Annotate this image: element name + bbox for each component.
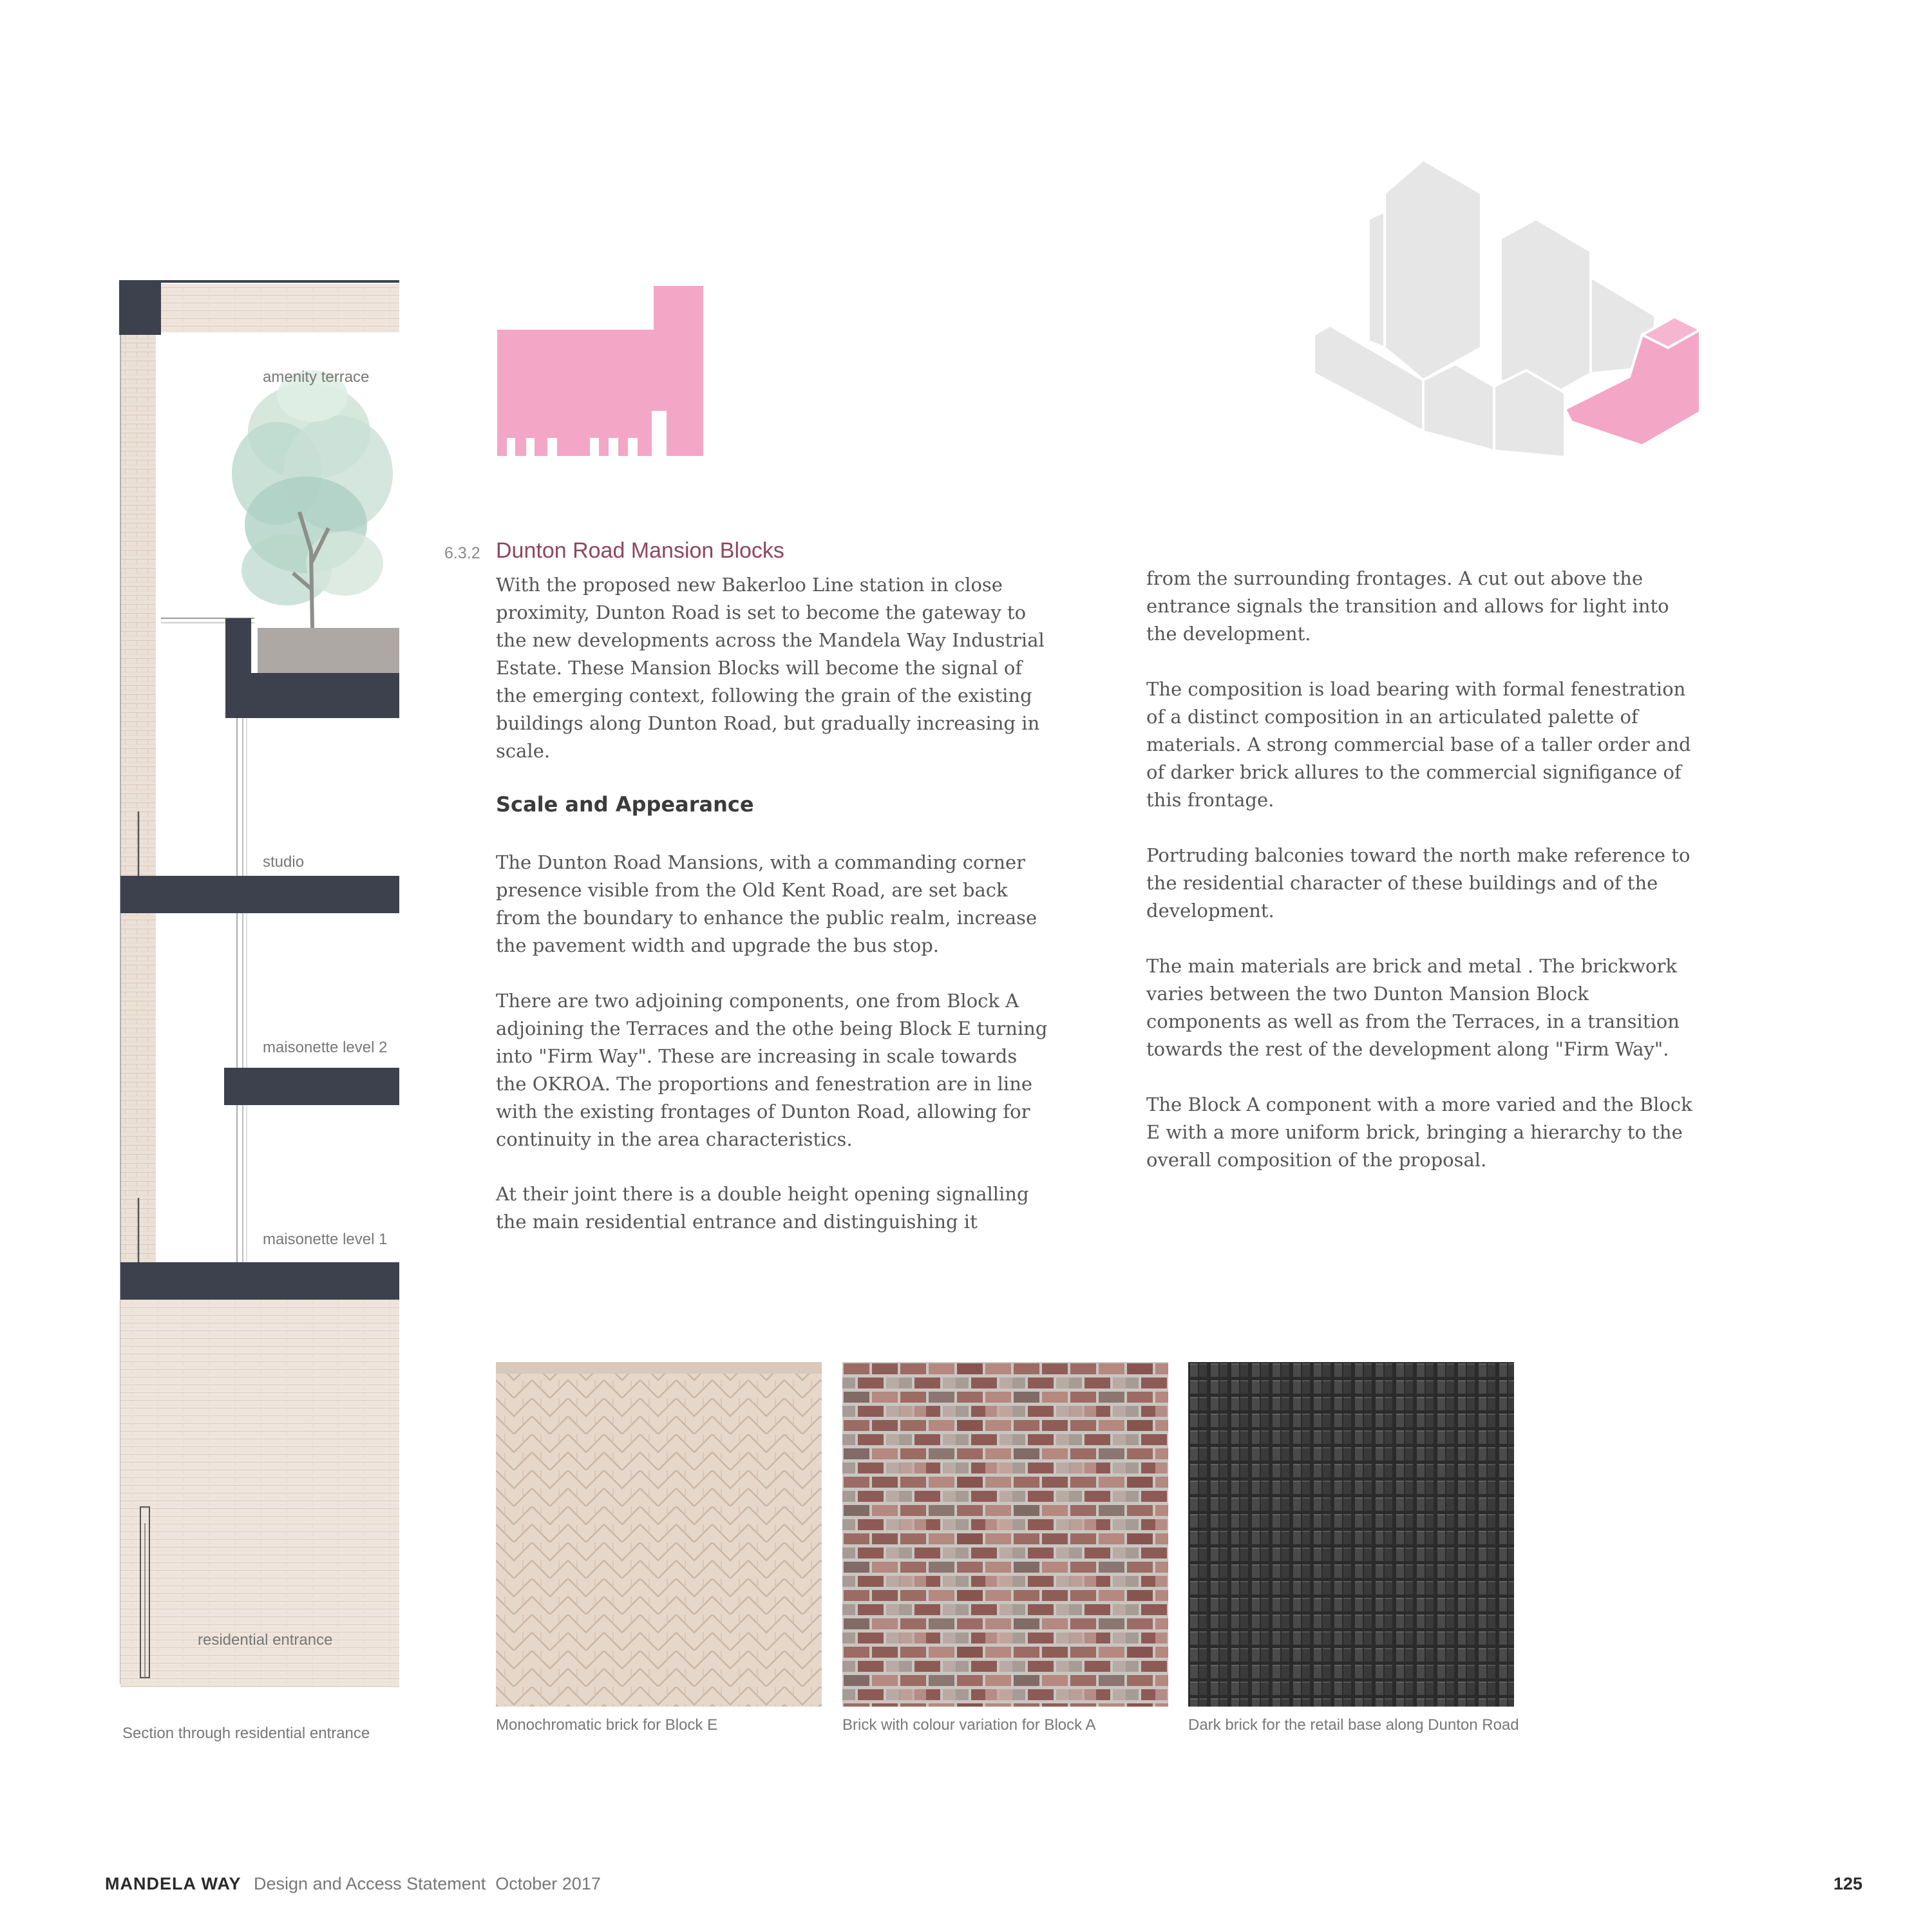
subheading-scale-appearance: Scale and Appearance	[496, 792, 754, 817]
swatch-varied-brick	[842, 1362, 1168, 1707]
column2-para2: The composition is load bearing with formal fenestration of a distinct composition in an articulated palette of materials. A strong commercial base of a taller order and of darker brick allures to the commercial signifigance of this frontage.	[1146, 678, 1691, 811]
section-drawing	[119, 280, 422, 1723]
ground-brick-wall	[120, 1300, 399, 1687]
section-title: Dunton Road Mansion Blocks	[496, 538, 784, 563]
label-residential-entrance: residential entrance	[198, 1631, 333, 1649]
tree-illustration	[232, 370, 393, 628]
maisonette-2-slab	[224, 1068, 399, 1105]
roof-slab	[119, 280, 161, 335]
page-number: 125	[1833, 1874, 1862, 1893]
caption-varied-brick: Brick with colour variation for Block A	[842, 1716, 1096, 1734]
column2-para5: The Block A component with a more varied and the Block E with a more uniform brick, bringing a hierarchy to the overall composition of the proposal.	[1146, 1094, 1692, 1171]
column2-para1: from the surrounding frontages. A cut out above the entrance signals the transition and allows for light into the development.	[1146, 567, 1669, 645]
label-studio: studio	[263, 853, 305, 871]
massing-diagram	[1294, 155, 1707, 502]
caption-monochromatic-brick: Monochromatic brick for Block E	[496, 1716, 718, 1734]
label-maisonette-2: maisonette level 2	[263, 1039, 388, 1056]
column2-para4: The main materials are brick and metal . The brickwork varies between the two Dunton Mansion Block components as well as from the Terraces, in a transition towards the rest of the development along "Firm Way".	[1146, 955, 1680, 1060]
caption-dark-brick: Dark brick for the retail base along Dunton Road	[1188, 1716, 1519, 1734]
footer-brand: MANDELA WAY	[105, 1874, 242, 1893]
maisonette-1-slab	[120, 1262, 399, 1300]
column1-para3: At their joint there is a double height opening signalling the main residential entrance and distinguishing it	[496, 1183, 1029, 1233]
footer-subtitle: Design and Access Statement October 2017	[254, 1874, 601, 1893]
section-caption: Section through residential entrance	[122, 1725, 370, 1742]
column2-para3: Portruding balconies toward the north make reference to the residential character of these buildings and of the development.	[1146, 844, 1690, 922]
swatch-monochromatic-brick	[496, 1362, 822, 1707]
column1-para2: There are two adjoining components, one from Block A adjoining the Terraces and the othe being Block E turning into "Firm Way". These are increasing in scale towards the OKROA. The proportions and fenestration are in line with the existing frontages of Dunton Road, allowing for continuity in the area characteristics.	[496, 990, 1048, 1150]
footer	[105, 1874, 601, 1894]
elevation-silhouette	[496, 283, 708, 460]
column1-intro: With the proposed new Bakerloo Line station in close proximity, Dunton Road is set to become the gateway to the new developments across the Mandela Way Industrial Estate. These Mansion Blocks will become the signal of the emerging context, following the grain of the existing buildings along Dunton Road, but gradually increasing in scale.	[496, 574, 1045, 762]
studio-slab	[120, 876, 399, 913]
parapet-brick	[161, 284, 399, 332]
swatch-dark-brick	[1188, 1362, 1514, 1707]
section-number: 6.3.2	[444, 544, 480, 562]
column1-para1: The Dunton Road Mansions, with a commanding corner presence visible from the Old Kent Road, are set back from the boundary to enhance the public realm, increase the pavement width and upgrade the bus stop.	[496, 851, 1037, 956]
planter	[258, 628, 399, 674]
label-maisonette-1: maisonette level 1	[263, 1231, 388, 1248]
label-amenity-terrace: amenity terrace	[263, 368, 370, 386]
section-drawing-svg	[119, 280, 422, 1723]
